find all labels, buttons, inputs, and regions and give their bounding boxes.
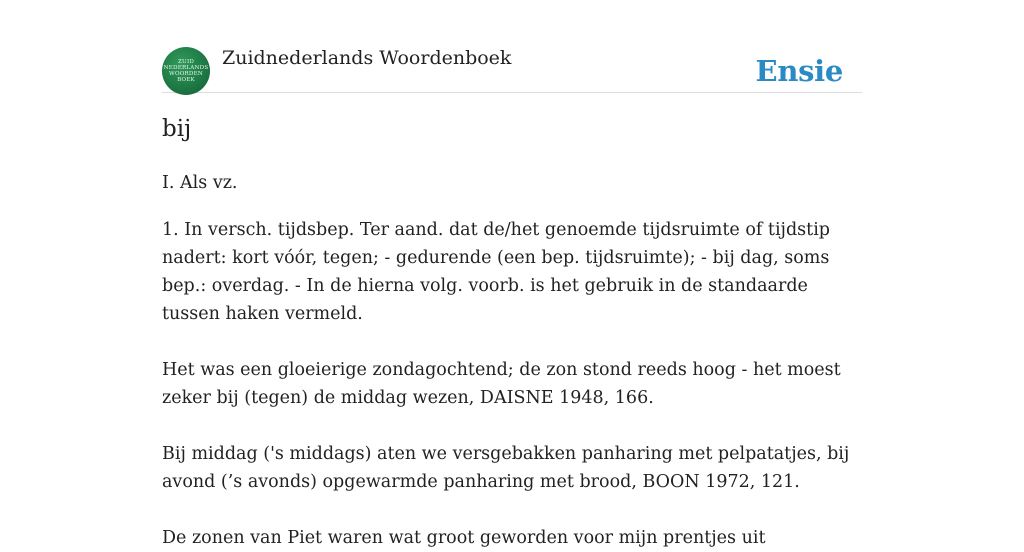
logo-text-line: BOEK [177, 77, 195, 84]
entry-example: Het was een gloeierige zondagochtend; de zon stond reeds hoog - het moest zeker bij (tegen) de middag wezen, DAISNE 1948, 166. [162, 360, 841, 408]
entry-body [162, 169, 862, 552]
entry-example: Bij middag ('s middags) aten we versgebakken panharing met pelpatatjes, bij avond (’s avonds) opgewarmde panharing met brood, BOON 1972, 121. [162, 444, 850, 492]
entry-headword: bij [162, 116, 192, 142]
logo-text-line: NEDERLANDS [163, 64, 209, 71]
ensie-logo[interactable]: Ensie [755, 54, 843, 88]
entry-definition: 1. In versch. tijdsbep. Ter aand. dat de/het genoemde tijdsruimte of tijdstip nadert: kort vóór, tegen; - gedurende (een bep. tijdsruimte); - bij dag, soms bep.: overdag. - In de hierna volg. voorb. is het gebruik in de standaarde tussen haken vermeld. [162, 220, 830, 324]
logo-text-line: WOORDEN [169, 71, 203, 77]
logo-text-line: ZUID [177, 58, 195, 65]
dictionary-logo[interactable] [162, 47, 210, 95]
header [162, 45, 862, 93]
site-title[interactable]: Zuidnederlands Woordenboek [222, 47, 512, 69]
entry-section-label: I. Als vz. [162, 173, 238, 193]
entry-example: De zonen van Piet waren wat groot geworden voor mijn prentjes uit [162, 528, 766, 548]
